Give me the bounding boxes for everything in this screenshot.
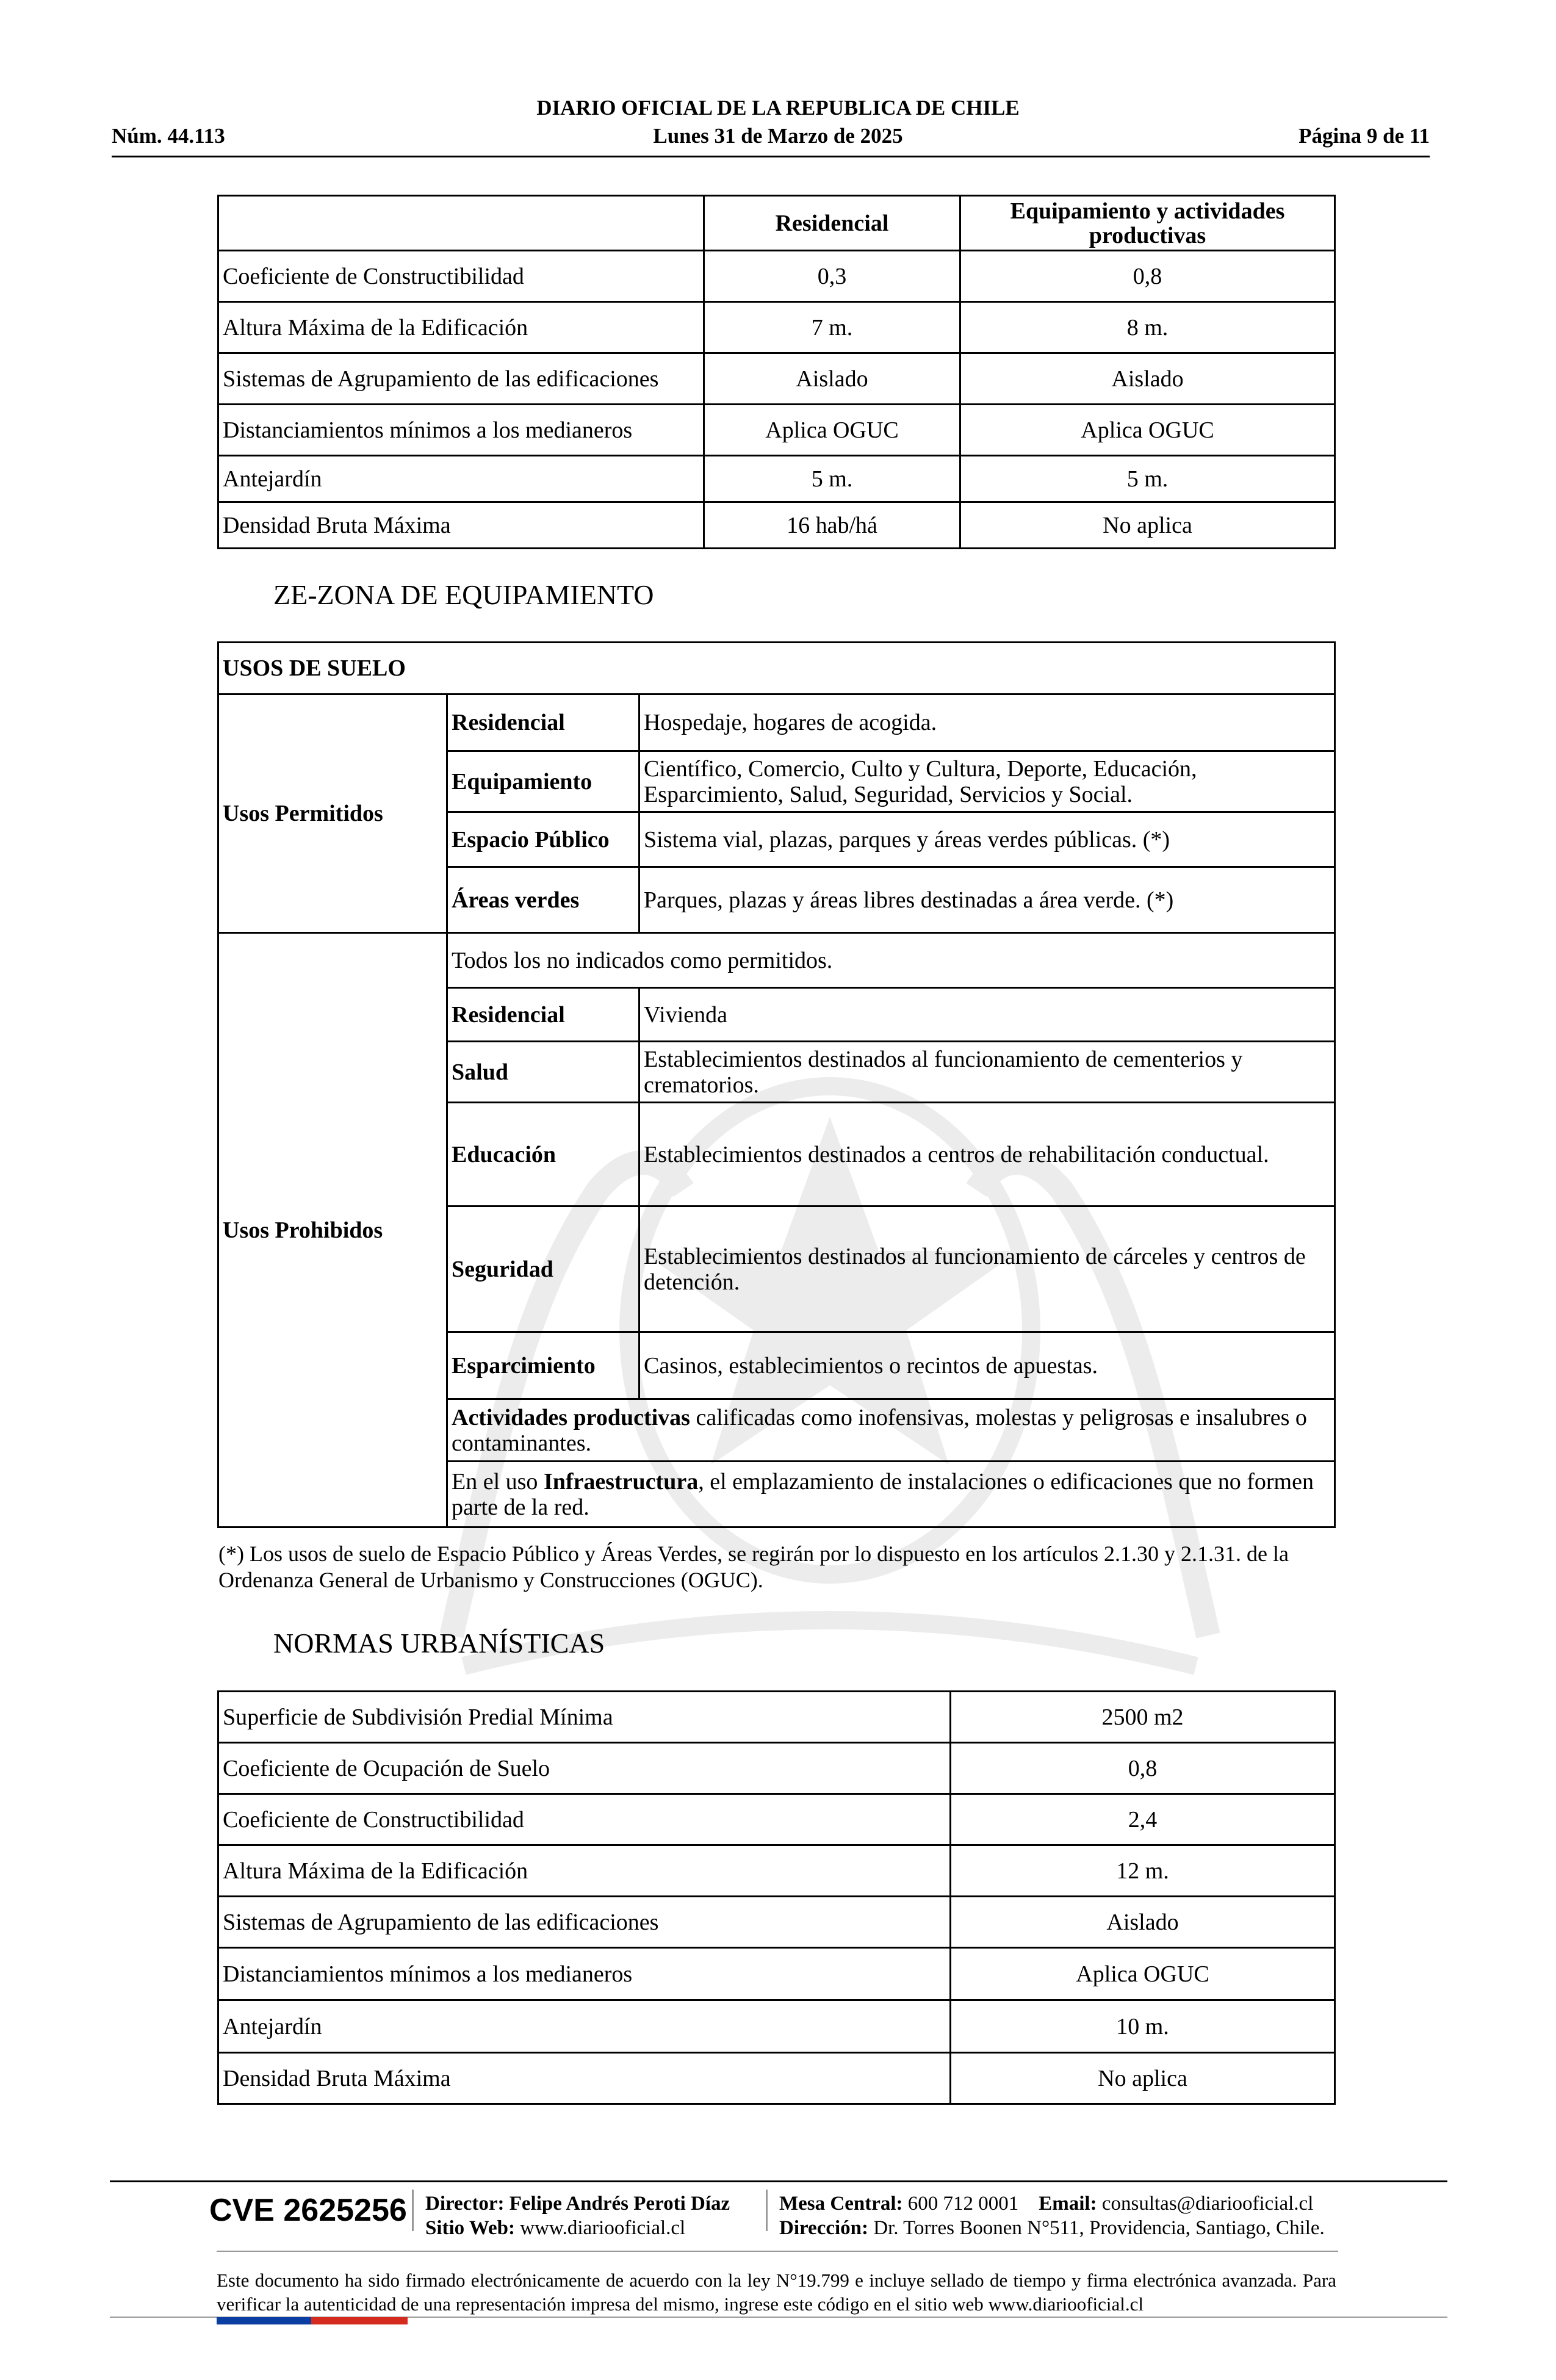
table-row: [218, 2053, 1335, 2104]
norma-value: Aplica OGUC: [951, 1948, 1335, 2000]
norma-label: Sistemas de Agrupamiento de las edificaciones: [218, 1897, 951, 1948]
uso-category: Educación: [447, 1103, 639, 1206]
email-link[interactable]: consultas@diariooficial.cl: [1101, 2193, 1314, 2215]
director-label: Director:: [425, 2193, 505, 2215]
residencial-value: 0,3: [704, 251, 960, 302]
norma-value: 2500 m2: [951, 1692, 1335, 1743]
infra-pre: En el uso: [452, 1468, 544, 1495]
equipamiento-value: Aislado: [960, 353, 1335, 405]
uso-category: Espacio Público: [447, 812, 639, 867]
norma-value: 2,4: [951, 1794, 1335, 1845]
header-divider: [112, 156, 1430, 157]
table-row: [218, 1743, 1335, 1794]
actividades-bold: Actividades productivas: [452, 1404, 690, 1430]
uso-description: Establecimientos destinados al funcionamiento de cárceles y centros de detención.: [639, 1206, 1335, 1332]
footer-mid-rule: [217, 2251, 1338, 2252]
table-row: [218, 1948, 1335, 2000]
uso-category: Residencial: [447, 988, 639, 1042]
row-label: Altura Máxima de la Edificación: [218, 302, 704, 353]
uso-description: Parques, plazas y áreas libres destinadas a área verde. (*): [639, 867, 1335, 933]
normas-table-zone-prev: [217, 195, 1336, 549]
usos-prohibidos-label: Usos Prohibidos: [218, 933, 447, 1527]
norma-label: Altura Máxima de la Edificación: [218, 1845, 951, 1897]
footnote: (*) Los usos de suelo de Espacio Público y Áreas Verdes, se regirán por lo dispuesto en los artículos 2.1.30 y 2.1.31. de la Ordenanza General de Urbanismo y Construcciones (OGUC).: [218, 1542, 1289, 1592]
director-name: Felipe Andrés Peroti Díaz: [509, 2193, 730, 2215]
uso-description: Casinos, establecimientos o recintos de apuestas.: [639, 1332, 1335, 1399]
cve-code: CVE 2625256: [209, 2193, 407, 2228]
table-row: [218, 251, 1335, 302]
norma-value: Aislado: [951, 1897, 1335, 1948]
infra-rest: , el emplazamiento de instalaciones o edificaciones que no formen parte de la red.: [452, 1468, 1314, 1520]
norma-label: Coeficiente de Ocupación de Suelo: [218, 1743, 951, 1794]
equipamiento-value: No aplica: [960, 502, 1335, 549]
footer-separator: [412, 2190, 414, 2231]
uso-description: Vivienda: [639, 988, 1335, 1042]
email-label: Email:: [1039, 2193, 1097, 2215]
infraestructura-cell: [447, 1462, 1335, 1527]
web-link[interactable]: www.diariooficial.cl: [520, 2217, 686, 2239]
contact-info: [779, 2191, 1325, 2240]
table-row: [218, 1845, 1335, 1897]
usos-permitidos-label: Usos Permitidos: [218, 694, 447, 933]
row-label: Antejardín: [218, 456, 704, 502]
norma-value: 12 m.: [951, 1845, 1335, 1897]
residencial-value: 16 hab/há: [704, 502, 960, 549]
table-row: [218, 456, 1335, 502]
page-indicator: Página 9 de 11: [1298, 124, 1430, 148]
equipamiento-value: 5 m.: [960, 456, 1335, 502]
equipamiento-value: Aplica OGUC: [960, 405, 1335, 456]
row-label: Distanciamientos mínimos a los medianeros: [218, 405, 704, 456]
norma-label: Distanciamientos mínimos a los medianeros: [218, 1948, 951, 2000]
table-row: [218, 353, 1335, 405]
mesa-value: 600 712 0001: [907, 2193, 1019, 2215]
norma-value: 10 m.: [951, 2000, 1335, 2053]
uso-category: Esparcimiento: [447, 1332, 639, 1399]
uso-description: Sistema vial, plazas, parques y áreas verdes públicas. (*): [639, 812, 1335, 867]
newspaper-title: DIARIO OFICIAL DE LA REPUBLICA DE CHILE: [536, 96, 1020, 120]
table-row: [218, 1794, 1335, 1845]
table-row: [218, 2000, 1335, 2053]
equipamiento-value: 8 m.: [960, 302, 1335, 353]
residencial-value: 7 m.: [704, 302, 960, 353]
table-row: [218, 1897, 1335, 1948]
uso-description: Científico, Comercio, Culto y Cultura, Deporte, Educación, Esparcimiento, Salud, Seguridad, Servicios y Social.: [639, 751, 1335, 812]
table-corner-cell: [218, 196, 704, 251]
infra-bold: Infraestructura: [543, 1468, 699, 1495]
normas-title: NORMAS URBANÍSTICAS: [273, 1628, 605, 1659]
legal-notice: Este documento ha sido firmado electrónicamente de acuerdo con la ley N°19.799 e incluye sellado de tiempo y firma electrónica avanzada. Para verificar la autenticidad de una representación impresa del mismo, ingrese este código en el sitio web www.diariooficial.cl: [217, 2270, 1336, 2315]
web-label: Sitio Web:: [425, 2217, 516, 2239]
table-row: [218, 302, 1335, 353]
uso-category: Residencial: [447, 694, 639, 751]
issue-date: Lunes 31 de Marzo de 2025: [653, 124, 903, 148]
flag-stripe-blue: [217, 2317, 311, 2324]
row-label: Coeficiente de Constructibilidad: [218, 251, 704, 302]
norma-label: Coeficiente de Constructibilidad: [218, 1794, 951, 1845]
norma-label: Superficie de Subdivisión Predial Mínima: [218, 1692, 951, 1743]
mesa-label: Mesa Central:: [779, 2193, 903, 2215]
uso-description: Hospedaje, hogares de acogida.: [639, 694, 1335, 751]
usos-de-suelo-table: [217, 641, 1336, 1528]
uso-category: Salud: [447, 1042, 639, 1103]
row-label: Sistemas de Agrupamiento de las edificaciones: [218, 353, 704, 405]
norma-value: 0,8: [951, 1743, 1335, 1794]
zone-title: ZE-ZONA DE EQUIPAMIENTO: [273, 579, 654, 610]
residencial-value: 5 m.: [704, 456, 960, 502]
table-row: [218, 405, 1335, 456]
residencial-value: Aplica OGUC: [704, 405, 960, 456]
actividades-productivas-cell: [447, 1399, 1335, 1462]
usos-heading: USOS DE SUELO: [218, 643, 1335, 694]
director-info: [425, 2191, 730, 2240]
norma-label: Antejardín: [218, 2000, 951, 2053]
direccion-value: Dr. Torres Boonen N°511, Providencia, Santiago, Chile.: [873, 2217, 1325, 2239]
uso-description: Establecimientos destinados a centros de rehabilitación conductual.: [639, 1103, 1335, 1206]
normas-urbanisticas-table: [217, 1690, 1336, 2105]
norma-value: No aplica: [951, 2053, 1335, 2104]
uso-category: Áreas verdes: [447, 867, 639, 933]
footer-top-rule: [110, 2180, 1447, 2182]
uso-description: Establecimientos destinados al funcionamiento de cementerios y crematorios.: [639, 1042, 1335, 1103]
table-row: [218, 1692, 1335, 1743]
col-header-equipamiento: Equipamiento y actividades productivas: [960, 196, 1335, 251]
col-header-residencial: Residencial: [704, 196, 960, 251]
residencial-value: Aislado: [704, 353, 960, 405]
prohibidos-intro: Todos los no indicados como permitidos.: [447, 933, 1335, 988]
table-row: [218, 502, 1335, 549]
uso-category: Seguridad: [447, 1206, 639, 1332]
row-label: Densidad Bruta Máxima: [218, 502, 704, 549]
equipamiento-value: 0,8: [960, 251, 1335, 302]
direccion-label: Dirección:: [779, 2217, 869, 2239]
issue-number: Núm. 44.113: [112, 124, 225, 148]
uso-category: Equipamiento: [447, 751, 639, 812]
norma-label: Densidad Bruta Máxima: [218, 2053, 951, 2104]
footer-separator: [766, 2190, 768, 2231]
flag-stripe-red: [311, 2317, 408, 2324]
actividades-rest: calificadas como inofensivas, molestas y peligrosas e insalubres o contaminantes.: [452, 1404, 1307, 1456]
